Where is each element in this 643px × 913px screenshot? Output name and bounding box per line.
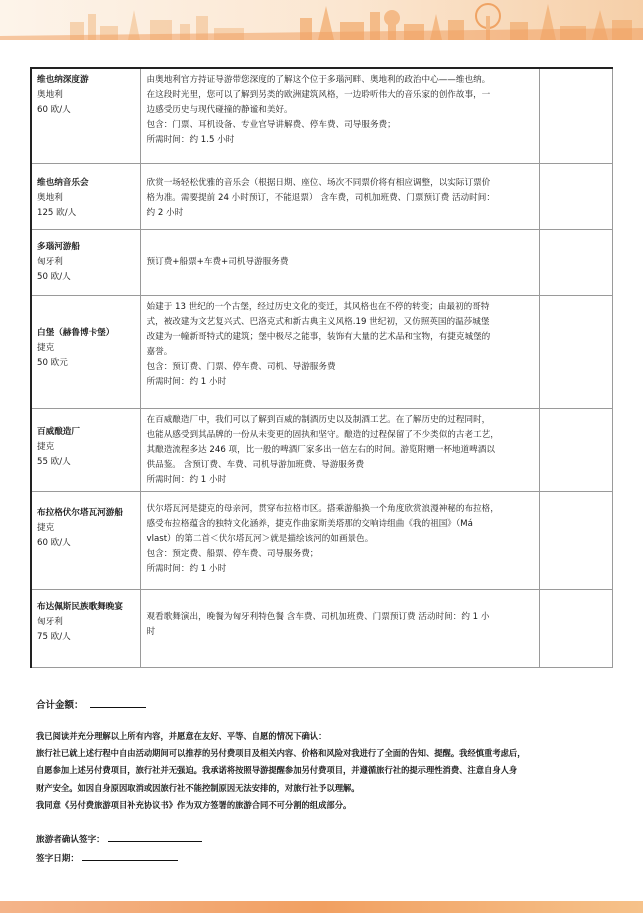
date-label: 签字日期： [36,854,79,864]
date-row [36,851,178,864]
description-line: 所需时间：约 1 小时 [146,474,227,485]
tour-title: 布拉格伏尔塔瓦河游船 [37,507,123,518]
tour-description-cell [140,408,539,491]
tour-country: 捷克 [37,342,55,353]
description-line: vlast）的第二首＜伏尔塔瓦河＞就是描绘该河的如画景色。 [146,533,374,544]
tour-title: 多瑙河游船 [37,241,80,252]
tour-name-cell [31,229,140,295]
description-line: 其酿造流程多达 246 项，比一般的啤酒厂家多出一倍左右的时间。游览附赠一杯地道啤酒以 [146,444,495,455]
declaration-line: 旅行社已就上述行程中自由活动期间可以推荐的另付费项目及相关内容、价格和风险对我进行了全面的告知、提醒。我经慎重考虑后， [36,748,526,759]
signature-label: 旅游者确认签字： [36,835,105,845]
description-line: 包含：预定费、船票、停车费、司导服务费； [146,548,319,559]
tour-price: 125 欧/人 [37,207,77,218]
declaration-line: 财产安全。如因自身原因取消或因旅行社不能控制原因无法安排的，对旅行社予以理解。 [36,782,360,793]
description-line: 包含：门票、耳机设备、专业官导讲解费、停车费、司导服务费； [146,120,396,130]
description-line: 所需时间：约 1 小时 [146,376,227,387]
signature-row [36,832,202,845]
date-field[interactable] [82,851,178,861]
declaration-line: 自愿参加上述另付费项目，旅行社并无强迫。我承诺将按照导游提醒参加另付费项目，并遵循旅行社的提示理性消费、注意自身人身 [36,765,518,776]
tour-price: 55 欧/人 [37,456,71,467]
tour-price: 60 欧/人 [37,105,71,115]
description-line: 在这段时光里，您可以了解到另类的欧洲建筑风格，一边聆听伟大的音乐家的创作故事，一 [146,90,491,100]
tour-country: 匈牙利 [37,256,63,267]
description-line: 嘉誉。 [146,346,173,357]
description-line: 在百威酿造厂中，我们可以了解到百威的制酒历史以及制酒工艺。在了解历史的过程同时， [146,414,491,425]
tour-name-cell [31,408,140,491]
tour-row [31,589,612,667]
tour-name-cell [31,68,140,163]
description-line: 观看歌舞演出，晚餐为匈牙利特色餐 含车费、司机加班费、门票预订费 活动时间：约 1 小 [146,611,490,622]
tour-description-cell [140,68,539,163]
declaration-line: 我同意《另付费旅游项目补充协议书》作为双方签署的旅游合同不可分割的组成部分。 [36,799,352,810]
tour-title: 维也纳音乐会 [37,177,89,188]
description-line: 也能从感受到其品牌的一份从未变更的固执和坚守。酿造的过程保留了不少类似的古老工艺， [146,429,499,440]
tour-country: 奥地利 [37,192,63,203]
tour-description-cell [140,589,539,667]
optional-tours-table [30,67,613,668]
footer-decoration-band [0,901,643,913]
tour-title: 维也纳深度游 [37,75,89,85]
description-line: 约 2 小时 [146,207,184,218]
tour-blank-cell [539,295,612,408]
description-line: 预订费+船票+车费+司机导游服务费 [146,257,289,267]
description-line: 始建于 13 世纪的一个古堡，经过历史文化的变迁，其风格也在不停的转变；由最初的哥特 [146,301,490,312]
tour-country: 捷克 [37,522,55,533]
tour-description-cell [140,229,539,295]
tour-country: 捷克 [37,441,55,452]
tour-name-cell [31,589,140,667]
description-line: 式，被改建为文艺复兴式、巴洛克式和新古典主义风格.19 世纪初，又仿照英国的温莎城堡 [146,316,490,327]
tour-blank-cell [539,491,612,589]
tour-row [31,163,612,229]
description-line: 所需时间：约 1.5 小时 [146,135,235,145]
description-line: 改建为一幢新哥特式的建筑；堡中极尽之能事，装饰有大量的艺术品和宝物，有捷克城堡的 [146,331,491,342]
tour-name-cell [31,491,140,589]
header-decoration-banner [0,0,643,40]
tour-title: 百威酿造厂 [37,426,80,437]
tour-title: 白堡（赫鲁博卡堡） [37,327,115,338]
tour-price: 50 欧元 [37,357,68,368]
tour-blank-cell [539,589,612,667]
tour-blank-cell [539,68,612,163]
description-line: 由奥地利官方持证导游带您深度的了解这个位于多瑙河畔、奥地利的政治中心——维也纳。 [146,75,491,85]
tour-title: 布达佩斯民族歌舞晚宴 [37,601,123,612]
declaration-block [36,728,606,814]
tour-blank-cell [539,163,612,229]
tour-row [31,68,612,163]
description-line: 所需时间：约 1 小时 [146,563,227,574]
tour-description-cell [140,491,539,589]
tour-price: 75 欧/人 [37,631,71,642]
tour-row [31,491,612,589]
description-line: 感受布拉格蕴含的独特文化涵养，捷克作曲家斯美塔那的交响诗组曲《我的祖国》（Má [146,518,473,529]
city-skyline-icon [0,0,643,40]
description-line: 格为准。需要提前 24 小时预订，不能退票） 含车费，司机加班费、门票预订费 活动时间： [146,192,495,203]
tour-description-cell [140,295,539,408]
tour-country: 匈牙利 [37,616,63,627]
description-line: 边感受历史与现代碰撞的静谧和美好。 [146,105,293,115]
tour-name-cell [31,163,140,229]
total-amount-field[interactable] [90,698,146,708]
description-line: 供品鉴。 含预订费、车费、司机导游加班费、导游服务费 [146,459,365,470]
declaration-line: 我已阅读并充分理解以上所有内容，并愿意在友好、平等、自愿的情况下确认： [36,731,327,741]
tour-row [31,408,612,491]
total-amount-label: 合计金额： [36,700,84,711]
description-line: 欣赏一场轻松优雅的音乐会（根据日期、座位、场次不同票价将有相应调整，以实际订票价 [146,177,491,188]
tour-price: 50 欧/人 [37,271,71,282]
tour-blank-cell [539,229,612,295]
description-line: 时 [146,626,156,637]
tour-price: 60 欧/人 [37,537,71,548]
total-amount [36,697,146,711]
tour-description-cell [140,163,539,229]
tour-row [31,229,612,295]
tour-blank-cell [539,408,612,491]
tour-row [31,295,612,408]
signature-field[interactable] [108,832,202,842]
tour-name-cell [31,295,140,408]
description-line: 伏尔塔瓦河是捷克的母亲河，贯穿布拉格市区。搭乘游船换一个角度欣赏浪漫神秘的布拉格， [146,503,499,514]
tour-country: 奥地利 [37,90,63,100]
description-line: 包含：预订费、门票、停车费、司机、导游服务费 [146,361,336,372]
